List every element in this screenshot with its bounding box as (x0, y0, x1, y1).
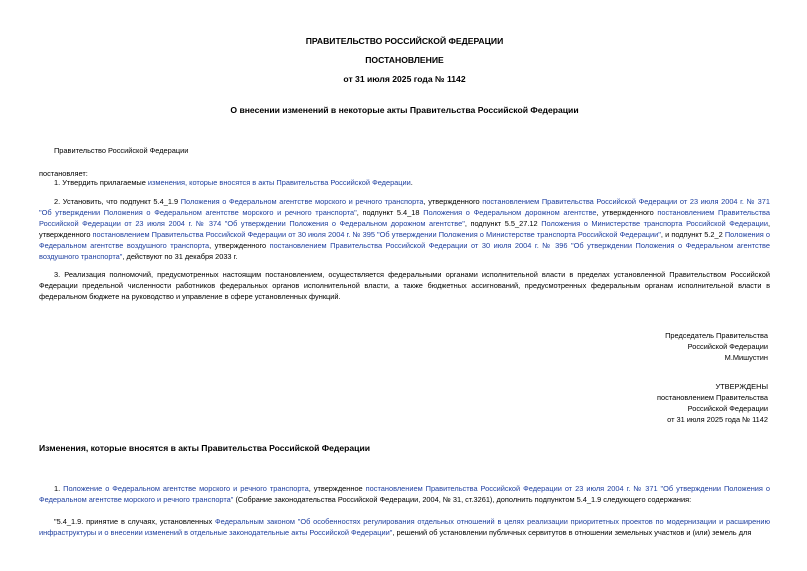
link-resolution-396[interactable]: постановлением Правительства Российской Федерации от 30 июля 2004 г. № 396 "Об утверждении Положения о Федеральном агентстве воздушного транспорта" (39, 241, 770, 261)
approved-label: УТВЕРЖДЕНЫ (715, 382, 768, 391)
link-resolution-374[interactable]: постановлением Правительства Российской Федерации от 23 июля 2004 г. № 374 "Об утверждении Положения о Федеральном дорожном агентстве" (39, 208, 771, 228)
document-title: О внесении изменений в некоторые акты Правительства Российской Федерации (230, 105, 579, 115)
government-heading: ПРАВИТЕЛЬСТВО РОССИЙСКОЙ ФЕДЕРАЦИИ (305, 36, 504, 46)
link-resolution-395[interactable]: постановлением Правительства Российской Федерации от 30 июля 2004 г. № 395 "Об утверждении Положения о Министерстве транспорта Российской Федерации" (92, 230, 661, 239)
paragraph-2: 2. Установить, что подпункт 5.4_1.9 Положения о Федеральном агентстве морского и речного транспорта, утвержденного постановлением Правительства Российской Федерации от 23 июля 2004 г. № 371 "Об утверждении Положения о Федеральном агентстве морского и речного транспорта", подпункт 5.4_18 Положения о Федеральном дорожном агентстве, утвержденного постановлением Правительства Российской Федерации от 23 июля 2004 г. № 374 "Об утверждении Положения о Федеральном дорожном агентстве", подпункт 5.5_27.12 Положения о Министерстве транспорта Российской Федерации, утвержденного постановлением Правительства Российской Федерации от 30 июля 2004 г. № 395 "Об утверждении Положения о Министерстве транспорта Российской Федерации", и подпункт 5.2_2 Положения о Федеральном агентстве воздушного транспорта, утвержденного постановлением Правительства Российской Федерации от 30 июля 2004 г. № 396 "Об утверждении Положения о Федеральном агентстве воздушного транспорта", действуют по 31 декабря 2033 г. (39, 197, 771, 261)
change-item-1: 1. Положение о Федеральном агентстве морского и речного транспорта, утвержденное постановлением Правительства Российской Федерации от 23 июля 2004 г. № 371 "Об утверждении Положения о Федеральном агентстве морского и речного транспорта" (Собрание законодательства Российской Федерации, 2004, № 31, ст.3261), дополнить подпунктом 5.4_1.9 следующего содержания: (39, 484, 771, 504)
approved-by: постановлением Правительства (657, 393, 768, 402)
link-resolution-371[interactable]: постановлением Правительства Российской Федерации от 23 июля 2004 г. № 371 "Об утверждении Положения о Федеральном агентстве морского и речного транспорта" (39, 197, 771, 217)
link-federal-law[interactable]: Федеральным законом "Об особенностях регулирования отдельных отношений в целях реализации приоритетных проектов по модернизации и расширению инфраструктуры и о внесении изменений в отдельные законодательные акты Российской Федерации" (39, 517, 770, 537)
document-type: ПОСТАНОВЛЕНИЕ (365, 55, 444, 65)
approved-date: от 31 июля 2025 года № 1142 (667, 415, 768, 424)
approved-country: Российской Федерации (687, 404, 768, 413)
government-line: Правительство Российской Федерации (54, 146, 189, 155)
document-date: от 31 июля 2025 года № 1142 (343, 74, 466, 84)
signature-position: Председатель Правительства (665, 331, 768, 340)
approved-block (657, 381, 768, 425)
signature-country: Российской Федерации (687, 342, 768, 351)
paragraph-1: 1. Утвердить прилагаемые изменения, которые вносятся в акты Правительства Российской Федерации. (54, 178, 413, 187)
signature-block (665, 330, 768, 363)
signature-name: М.Мишустин (724, 353, 768, 362)
link-resolution-371-2[interactable]: постановлением Правительства Российской Федерации от 23 июля 2004 г. № 371 "Об утверждении Положения о Федеральном агентстве морского и речного транспорта" (39, 484, 771, 504)
decides-line: постановляет: (39, 169, 88, 178)
link-air-agency-regulation[interactable]: Положения о Федеральном агентстве воздушного транспорта (39, 230, 770, 250)
link-sea-river-agency-regulation[interactable]: Положения о Федеральном агентстве морского и речного транспорта (180, 197, 424, 206)
change-item-2: "5.4_1.9. принятие в случаях, установленных Федеральным законом "Об особенностях регулирования отдельных отношений в целях реализации приоритетных проектов по модернизации и расширению инфраструктуры и о внесении изменений в отдельные законодательные акты Российской Федерации", решений об установлении публичных сервитутов в отношении земельных участков и (или) земель для (39, 517, 770, 537)
link-road-agency-regulation[interactable]: Положения о Федеральном дорожном агентстве (423, 208, 597, 217)
changes-link[interactable]: изменения, которые вносятся в акты Правительства Российской Федерации (147, 178, 411, 187)
link-ministry-transport-regulation[interactable]: Положения о Министерстве транспорта Российской Федерации (541, 219, 768, 228)
changes-title: Изменения, которые вносятся в акты Правительства Российской Федерации (39, 443, 371, 453)
paragraph-3: 3. Реализация полномочий, предусмотренных настоящим постановлением, осуществляется федеральными органами исполнительной власти в пределах установленной Правительством Российской Федерации предельной численности работников федеральных органов исполнительной власти, а также бюджетных ассигнований, предусмотренных федеральным органам исполнительной власти в федеральном бюджете на руководство и управление в сфере установленных функций. (39, 270, 770, 301)
document (39, 0, 770, 571)
link-sea-river-agency-regulation-2[interactable]: Положение о Федеральном агентстве морского и речного транспорта (63, 484, 309, 493)
